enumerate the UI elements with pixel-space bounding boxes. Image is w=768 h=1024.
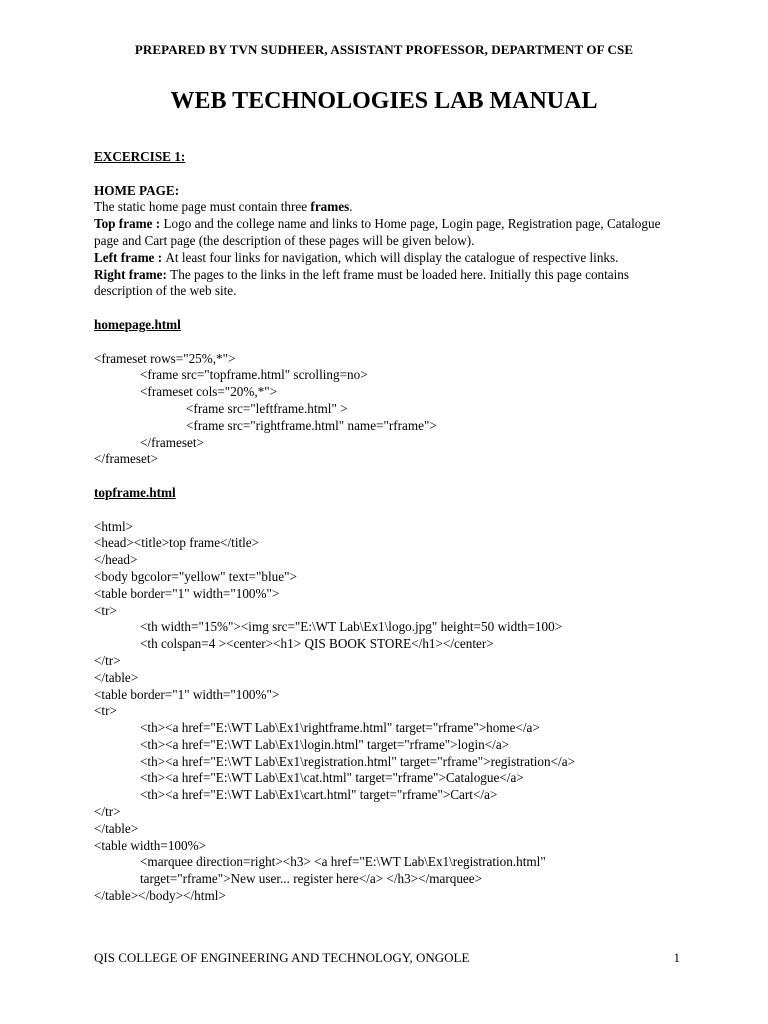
code-line: <frame src="rightframe.html" name="rframe"> <box>186 417 437 433</box>
code-line: </table></body></html> <box>94 888 226 904</box>
code-line: <frame src="leftframe.html" > <box>186 400 348 416</box>
code-line: target="rframe">New user... register here</a> </h3></marquee> <box>140 871 483 887</box>
top-frame-label: Top frame : <box>94 216 164 232</box>
code-line: <frameset rows="25%,*"> <box>94 350 236 366</box>
code-line: <th width="15%"><img src="E:\WT Lab\Ex1\logo.jpg" height=50 width=100> <box>140 619 563 635</box>
left-frame-paragraph: Left frame : At least four links for navigation, which will display the catalogue of respective links. <box>94 249 619 265</box>
code-line: <th><a href="E:\WT Lab\Ex1\registration.html" target="rframe">registration</a> <box>140 753 576 769</box>
code-line: </frameset> <box>94 451 158 467</box>
right-frame-paragraph: Right frame: The pages to the links in the left frame must be loaded here. Initially this page contains description of the web site. <box>94 266 630 299</box>
home-page-heading: HOME PAGE: <box>94 182 180 198</box>
code-line: </table> <box>94 669 139 685</box>
code-line: <marquee direction=right><h3> <a href="E:\WT Lab\Ex1\registration.html" <box>140 854 546 870</box>
code-line: <th><a href="E:\WT Lab\Ex1\login.html" target="rframe">login</a> <box>140 736 510 752</box>
code-line: <tr> <box>94 703 117 719</box>
file-heading-topframe: topframe.html <box>94 484 176 500</box>
document-title: WEB TECHNOLOGIES LAB MANUAL <box>170 88 598 114</box>
code-block-topframe <box>94 519 684 905</box>
left-frame-label: Left frame : <box>94 249 166 265</box>
document-body <box>94 149 684 905</box>
code-line: <head><title>top frame</title> <box>94 535 260 551</box>
code-line: <th><a href="E:\WT Lab\Ex1\rightframe.html" target="rframe">home</a> <box>140 720 540 736</box>
code-line: <th><a href="E:\WT Lab\Ex1\cart.html" target="rframe">Cart</a> <box>140 787 498 803</box>
code-line: </head> <box>94 552 138 568</box>
code-line: <tr> <box>94 602 117 618</box>
code-line: <html> <box>94 518 134 534</box>
code-line: <body bgcolor="yellow" text="blue"> <box>94 568 297 584</box>
code-line: <th><a href="E:\WT Lab\Ex1\cat.html" target="rframe">Catalogue</a> <box>140 770 524 786</box>
file-heading-homepage: homepage.html <box>94 316 181 332</box>
code-line: <frame src="topframe.html" scrolling=no> <box>140 367 368 383</box>
code-line: <frameset cols="20%,*"> <box>140 384 278 400</box>
code-line: </frameset> <box>140 434 204 450</box>
code-line: </table> <box>94 820 139 836</box>
code-line: <table width=100%> <box>94 837 207 853</box>
code-line: </tr> <box>94 804 121 820</box>
code-block-homepage <box>94 351 684 469</box>
page-header: PREPARED BY TVN SUDHEER, ASSISTANT PROFESSOR, DEPARTMENT OF CSE <box>134 42 634 57</box>
footer-college: QIS COLLEGE OF ENGINEERING AND TECHNOLOGY, ONGOLE <box>94 950 470 965</box>
code-line: <table border="1" width="100%"> <box>94 585 280 601</box>
page-footer <box>94 950 684 966</box>
intro-paragraph: The static home page must contain three frames. <box>94 199 353 215</box>
exercise-heading: EXCERCISE 1: <box>94 149 186 164</box>
top-frame-paragraph: Top frame : Logo and the college name and links to Home page, Login page, Registration page, Catalogue page and Cart page (the description of these pages will be given below). <box>94 216 661 248</box>
code-line: <table border="1" width="100%"> <box>94 686 280 702</box>
right-frame-label: Right frame: <box>94 266 171 282</box>
code-line: </tr> <box>94 652 121 668</box>
code-line: <th colspan=4 ><center><h1> QIS BOOK STORE</h1></center> <box>140 636 494 652</box>
page-number: 1 <box>673 950 680 965</box>
